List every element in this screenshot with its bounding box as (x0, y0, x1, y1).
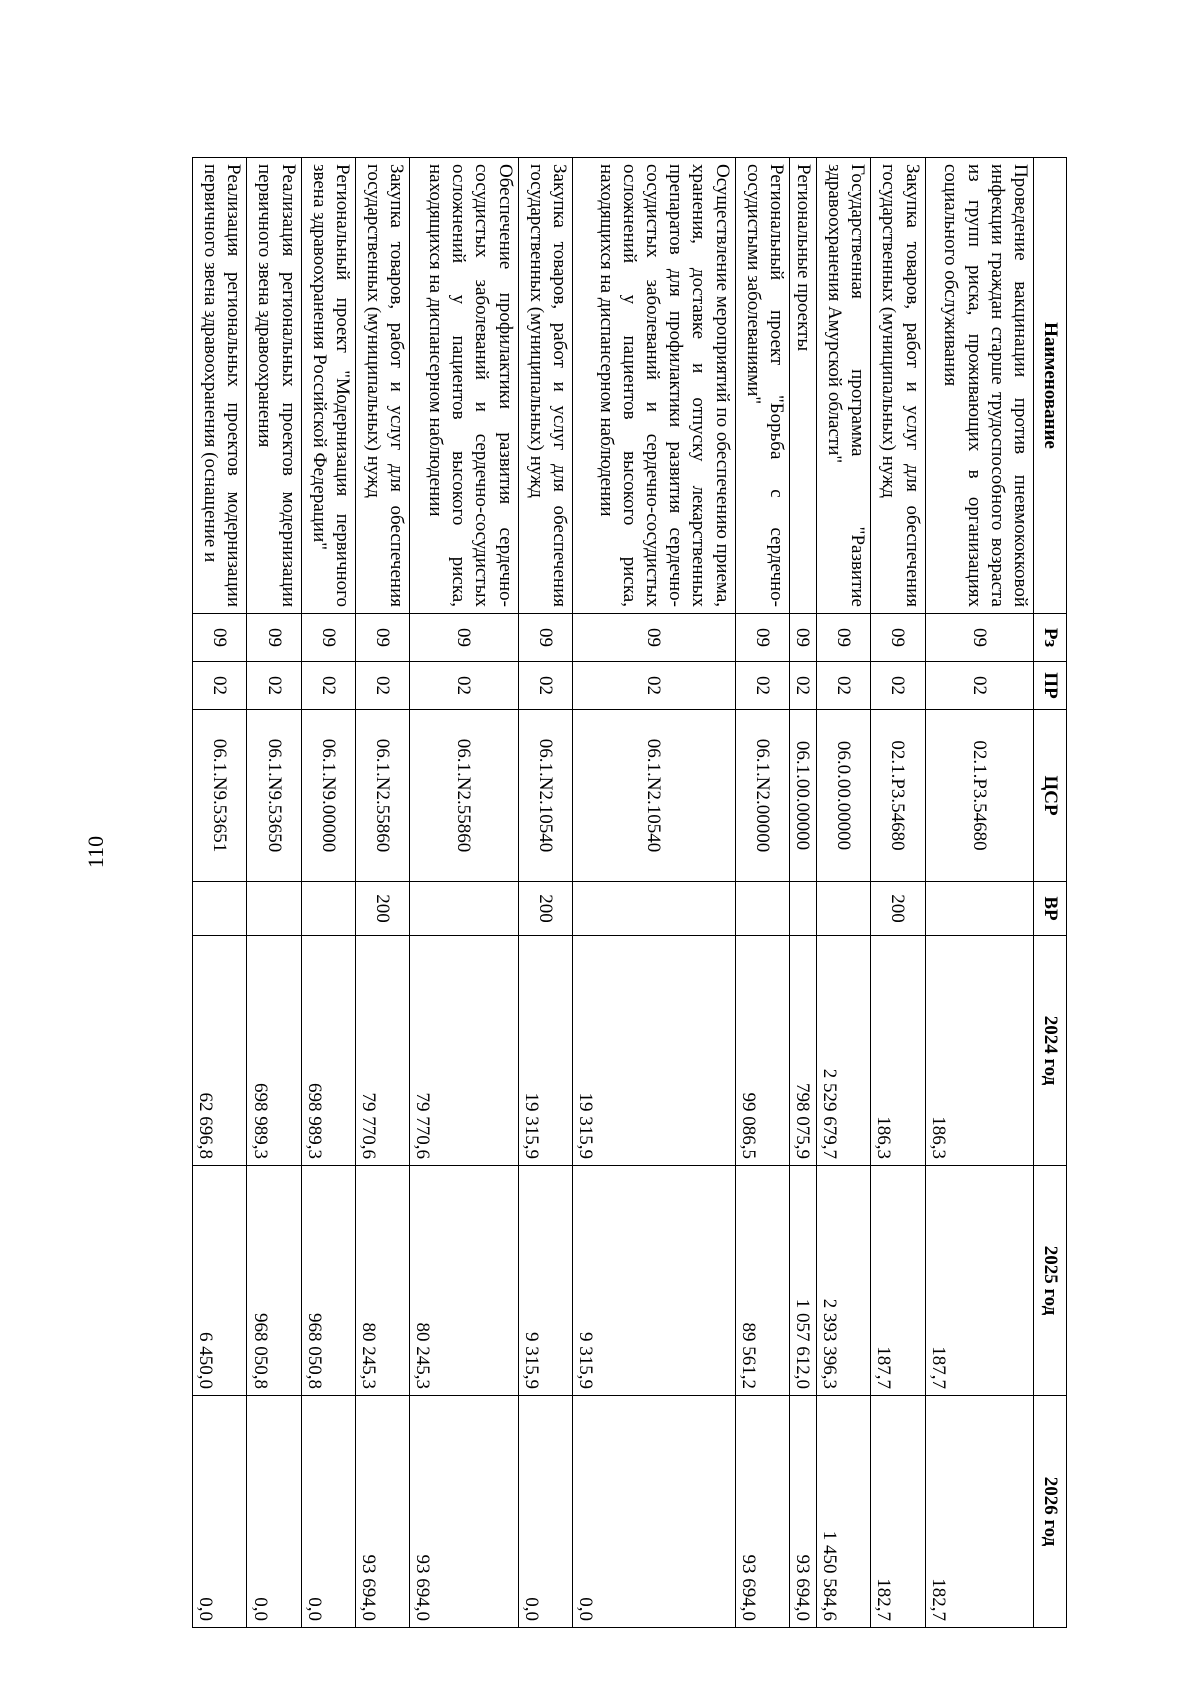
row-2024: 2 529 679,7 (817, 936, 871, 1166)
table-row (355, 158, 409, 1628)
row-2026: 0,0 (301, 1396, 355, 1628)
header-name: Наименование (1034, 158, 1067, 614)
row-pr: 02 (410, 662, 518, 710)
row-2025: 9 315,9 (572, 1166, 735, 1396)
row-vr (735, 882, 789, 936)
row-2024: 19 315,9 (518, 936, 572, 1166)
budget-table (192, 157, 1067, 1628)
header-csr: ЦСР (1034, 710, 1067, 882)
row-2026: 0,0 (572, 1396, 735, 1628)
row-csr: 06.1.N2.00000 (735, 710, 789, 882)
row-vr (301, 882, 355, 936)
table-row (301, 158, 355, 1628)
row-pr: 02 (247, 662, 301, 710)
row-rz: 09 (789, 614, 816, 662)
header-vr: ВР (1034, 882, 1067, 936)
row-csr: 06.1.N9.00000 (301, 710, 355, 882)
table-row (518, 158, 572, 1628)
row-2024: 62 696,8 (193, 936, 247, 1166)
row-rz: 09 (301, 614, 355, 662)
row-pr: 02 (518, 662, 572, 710)
row-vr (572, 882, 735, 936)
row-2025: 2 393 396,3 (817, 1166, 871, 1396)
row-2025: 9 315,9 (518, 1166, 572, 1396)
page-number: 110 (83, 835, 108, 869)
row-2025: 968 050,8 (247, 1166, 301, 1396)
row-2026: 1 450 584,6 (817, 1396, 871, 1628)
row-rz: 09 (925, 614, 1033, 662)
row-name: Региональный проект "Борьба с сердечно-сосудистыми заболеваниями" (735, 158, 789, 614)
row-rz: 09 (247, 614, 301, 662)
row-rz: 09 (518, 614, 572, 662)
row-csr: 02.1.Р3.54680 (871, 710, 925, 882)
row-2025: 6 450,0 (193, 1166, 247, 1396)
row-vr: 200 (871, 882, 925, 936)
row-2024: 698 989,3 (301, 936, 355, 1166)
row-2026: 93 694,0 (735, 1396, 789, 1628)
row-name: Региональный проект "Модернизация первичного звена здравоохранения Российской Федерации" (301, 158, 355, 614)
row-rz: 09 (871, 614, 925, 662)
row-2024: 186,3 (871, 936, 925, 1166)
row-2025: 1 057 612,0 (789, 1166, 816, 1396)
row-pr: 02 (193, 662, 247, 710)
row-2026: 93 694,0 (355, 1396, 409, 1628)
row-name: Обеспечение профилактики развития сердечно-сосудистых заболеваний и сердечно-сосудистых осложнений у пациентов высокого риска, находящихся на диспансерном наблюдении (410, 158, 518, 614)
table-row (193, 158, 247, 1628)
row-pr: 02 (871, 662, 925, 710)
row-csr: 06.1.00.00000 (789, 710, 816, 882)
header-pr: ПР (1034, 662, 1067, 710)
row-name: Реализация региональных проектов модернизации первичного звена здравоохранения (оснащение и (193, 158, 247, 614)
row-csr: 06.1.N2.10540 (518, 710, 572, 882)
row-2025: 187,7 (871, 1166, 925, 1396)
row-rz: 09 (193, 614, 247, 662)
row-pr: 02 (789, 662, 816, 710)
row-csr: 06.1.N2.55860 (355, 710, 409, 882)
row-vr: 200 (355, 882, 409, 936)
row-pr: 02 (355, 662, 409, 710)
row-rz: 09 (817, 614, 871, 662)
table-row (871, 158, 925, 1628)
row-pr: 02 (572, 662, 735, 710)
row-2024: 798 075,9 (789, 936, 816, 1166)
row-csr: 02.1.Р3.54680 (925, 710, 1033, 882)
row-2025: 968 050,8 (301, 1166, 355, 1396)
row-name: Проведение вакцинации против пневмококковой инфекции граждан старше трудоспособного возраста из групп риска, проживающих в организациях социального обслуживания (925, 158, 1033, 614)
table-row (410, 158, 518, 1628)
row-name: Закупка товаров, работ и услуг для обеспечения государственных (муниципальных) нужд (355, 158, 409, 614)
row-pr: 02 (735, 662, 789, 710)
row-rz: 09 (572, 614, 735, 662)
row-rz: 09 (410, 614, 518, 662)
row-2026: 182,7 (925, 1396, 1033, 1628)
row-vr (817, 882, 871, 936)
table-row (572, 158, 735, 1628)
table-row (817, 158, 871, 1628)
row-2025: 89 561,2 (735, 1166, 789, 1396)
row-2024: 698 989,3 (247, 936, 301, 1166)
row-rz: 09 (355, 614, 409, 662)
budget-table-rotated (192, 157, 1067, 1627)
row-2025: 80 245,3 (355, 1166, 409, 1396)
row-2024: 79 770,6 (355, 936, 409, 1166)
row-name: Региональные проекты (789, 158, 816, 614)
row-vr: 200 (518, 882, 572, 936)
row-name: Закупка товаров, работ и услуг для обеспечения государственных (муниципальных) нужд (518, 158, 572, 614)
row-csr: 06.1.N9.53651 (193, 710, 247, 882)
table-row (925, 158, 1033, 1628)
header-2024: 2024 год (1034, 936, 1067, 1166)
row-name: Реализация региональных проектов модернизации первичного звена здравоохранения (247, 158, 301, 614)
row-csr: 06.1.N2.55860 (410, 710, 518, 882)
row-pr: 02 (925, 662, 1033, 710)
row-2026: 93 694,0 (789, 1396, 816, 1628)
table-header-row (1034, 158, 1067, 1628)
header-rz: Рз (1034, 614, 1067, 662)
row-name: Государственная программа "Развитие здравоохранения Амурской области" (817, 158, 871, 614)
header-2025: 2025 год (1034, 1166, 1067, 1396)
row-csr: 06.1.N2.10540 (572, 710, 735, 882)
row-2025: 80 245,3 (410, 1166, 518, 1396)
row-vr (193, 882, 247, 936)
row-2026: 0,0 (193, 1396, 247, 1628)
row-csr: 06.1.N9.53650 (247, 710, 301, 882)
table-row (247, 158, 301, 1628)
row-vr (789, 882, 816, 936)
row-pr: 02 (817, 662, 871, 710)
row-2026: 182,7 (871, 1396, 925, 1628)
row-2026: 93 694,0 (410, 1396, 518, 1628)
row-2024: 99 086,5 (735, 936, 789, 1166)
table-row (789, 158, 816, 1628)
row-csr: 06.0.00.00000 (817, 710, 871, 882)
row-2026: 0,0 (247, 1396, 301, 1628)
row-name: Осуществление мероприятий по обеспечению приема, хранения, доставке и отпуску лекарственных препаратов для профилактики развития сердечно-сосудистых заболеваний и сердечно-сосудистых осложнений у пациентов высокого риска, находящихся на диспансерном наблюдении (572, 158, 735, 614)
table-row (735, 158, 789, 1628)
row-2024: 186,3 (925, 936, 1033, 1166)
row-2025: 187,7 (925, 1166, 1033, 1396)
row-rz: 09 (735, 614, 789, 662)
header-2026: 2026 год (1034, 1396, 1067, 1628)
row-vr (410, 882, 518, 936)
row-2024: 79 770,6 (410, 936, 518, 1166)
row-name: Закупка товаров, работ и услуг для обеспечения государственных (муниципальных) нужд (871, 158, 925, 614)
row-2026: 0,0 (518, 1396, 572, 1628)
row-2024: 19 315,9 (572, 936, 735, 1166)
row-pr: 02 (301, 662, 355, 710)
row-vr (925, 882, 1033, 936)
row-vr (247, 882, 301, 936)
